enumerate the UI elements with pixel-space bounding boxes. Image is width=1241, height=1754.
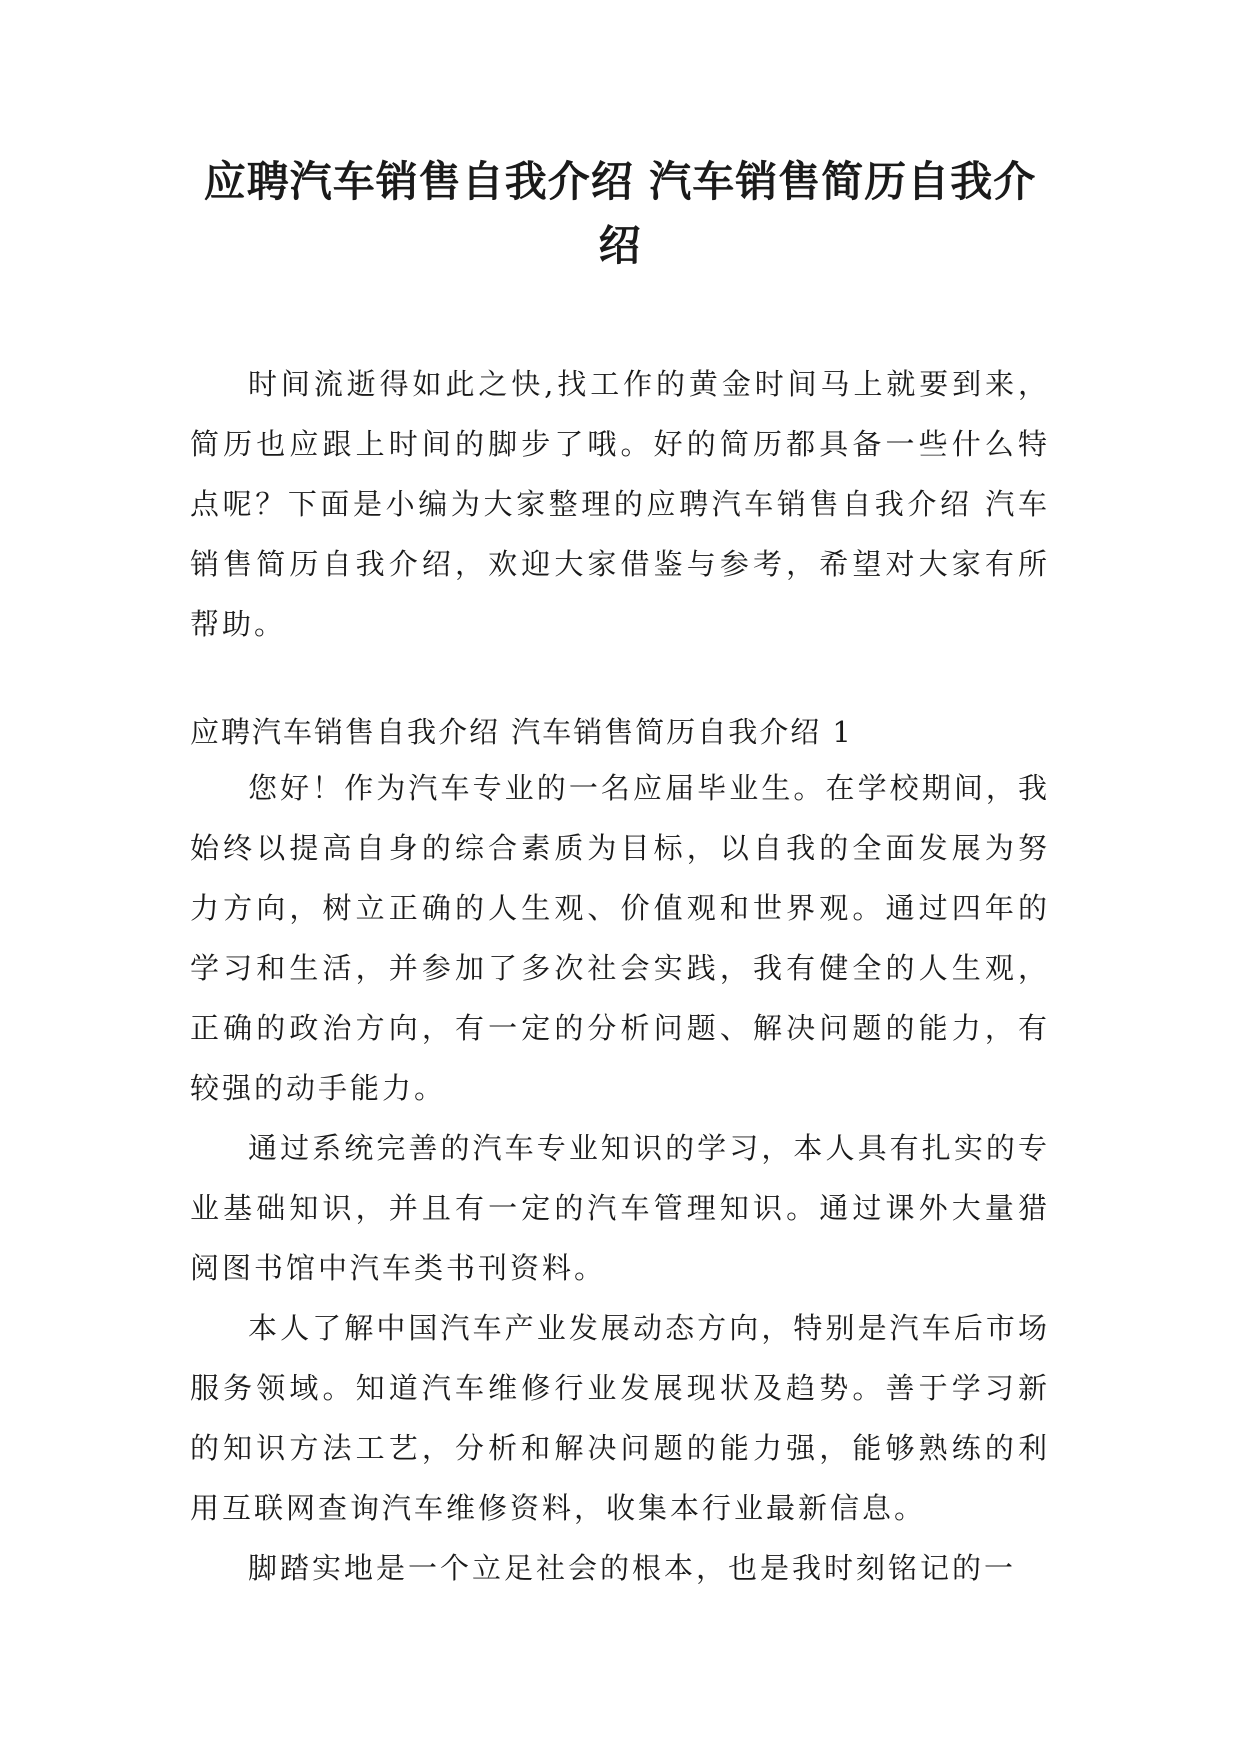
body-paragraph-4: 脚踏实地是一个立足社会的根本，也是我时刻铭记的一 <box>248 1551 1017 1585</box>
section-heading: 应聘汽车销售自我介绍 汽车销售简历自我介绍 1 <box>190 715 853 749</box>
document-title: 应聘汽车销售自我介绍 汽车销售简历自我介绍 <box>203 157 1037 270</box>
intro-section <box>190 354 1050 654</box>
body-paragraph-2: 通过系统完善的汽车专业知识的学习，本人具有扎实的专业基础知识，并且有一定的汽车管理知识。通过课外大量猎阅图书馆中汽车类书刊资料。 <box>190 1131 1050 1285</box>
intro-paragraph: 时间流逝得如此之快,找工作的黄金时间马上就要到来，简历也应跟上时间的脚步了哦。好的简历都具备一些什么特点呢？下面是小编为大家整理的应聘汽车销售自我介绍 汽车销售简历自我介绍，欢迎大家借鉴与参考，希望对大家有所帮助。 <box>190 367 1050 641</box>
body-paragraph-1: 您好！作为汽车专业的一名应届毕业生。在学校期间，我始终以提高自身的综合素质为目标，以自我的全面发展为努力方向，树立正确的人生观、价值观和世界观。通过四年的学习和生活，并参加了多次社会实践，我有健全的人生观，正确的政治方向，有一定的分析问题、解决问题的能力，有较强的动手能力。 <box>190 771 1050 1105</box>
main-section <box>190 758 1050 1598</box>
body-paragraph-3: 本人了解中国汽车产业发展动态方向，特别是汽车后市场服务领域。知道汽车维修行业发展现状及趋势。善于学习新的知识方法工艺，分析和解决问题的能力强，能够熟练的利用互联网查询汽车维修资料，收集本行业最新信息。 <box>190 1311 1050 1525</box>
